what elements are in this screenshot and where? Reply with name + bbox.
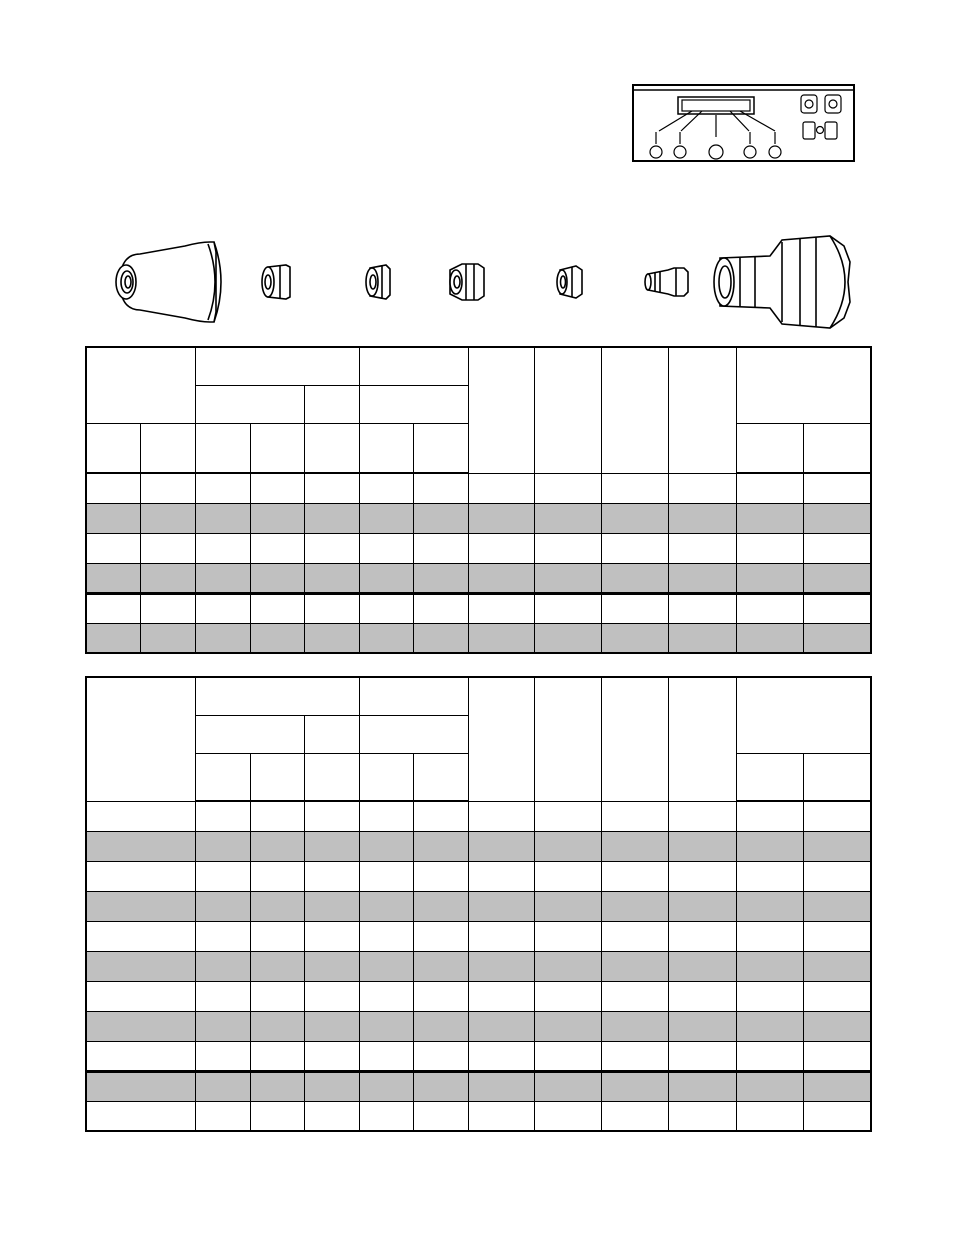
table-row <box>86 563 871 593</box>
nozzle-part-icon <box>366 265 390 299</box>
shield-part-icon <box>116 242 221 322</box>
header-cell <box>195 423 250 473</box>
cut-chart-table-1 <box>85 346 872 654</box>
table-row <box>86 831 871 861</box>
header-cell <box>468 677 534 801</box>
table-row <box>86 1101 871 1131</box>
header-cell <box>736 677 871 753</box>
header-cell <box>304 753 359 801</box>
table-row <box>86 503 871 533</box>
header-cell <box>468 347 534 473</box>
header-cell <box>736 423 803 473</box>
water-tube-part-icon <box>645 268 688 296</box>
retaining-cap-part-icon <box>262 265 290 299</box>
swirl-ring-part-icon <box>450 264 484 300</box>
torch-body-part-icon <box>714 236 850 328</box>
header-cell <box>803 423 871 473</box>
table-row <box>86 1071 871 1101</box>
header-cell <box>359 677 468 715</box>
header-cell <box>601 347 668 473</box>
header-cell <box>668 347 736 473</box>
header-cell <box>195 753 250 801</box>
header-cell <box>195 347 359 385</box>
header-cell <box>736 347 871 423</box>
header-cell <box>359 385 468 423</box>
header-cell <box>140 423 195 473</box>
control-panel-icon <box>632 84 855 162</box>
table-row <box>86 951 871 981</box>
table-row <box>86 473 871 503</box>
table-row <box>86 801 871 831</box>
electrode-part-icon <box>557 266 582 298</box>
table-row <box>86 593 871 623</box>
header-cell <box>668 677 736 801</box>
header-cell <box>250 423 304 473</box>
cut-chart-table-2 <box>85 676 872 1132</box>
header-cell <box>803 753 871 801</box>
table-row <box>86 623 871 653</box>
table-row <box>86 921 871 951</box>
table-row <box>86 1041 871 1071</box>
header-cell <box>195 715 304 753</box>
header-cell <box>250 753 304 801</box>
torch-parts-illustration <box>100 232 860 332</box>
header-cell <box>534 347 601 473</box>
header-cell <box>86 423 140 473</box>
header-cell <box>86 347 195 423</box>
header-cell <box>195 385 304 423</box>
header-cell <box>304 385 359 423</box>
header-cell <box>359 347 468 385</box>
header-cell <box>413 753 468 801</box>
header-cell <box>534 677 601 801</box>
header-cell <box>359 715 468 753</box>
table-row <box>86 533 871 563</box>
header-cell <box>601 677 668 801</box>
header-cell <box>359 753 413 801</box>
header-cell <box>195 677 359 715</box>
table-row <box>86 861 871 891</box>
header-cell <box>304 715 359 753</box>
table-row <box>86 1011 871 1041</box>
header-cell <box>359 423 413 473</box>
table-row <box>86 891 871 921</box>
header-cell <box>736 753 803 801</box>
header-cell <box>413 423 468 473</box>
table-row <box>86 981 871 1011</box>
header-cell <box>86 677 195 801</box>
header-cell <box>304 423 359 473</box>
